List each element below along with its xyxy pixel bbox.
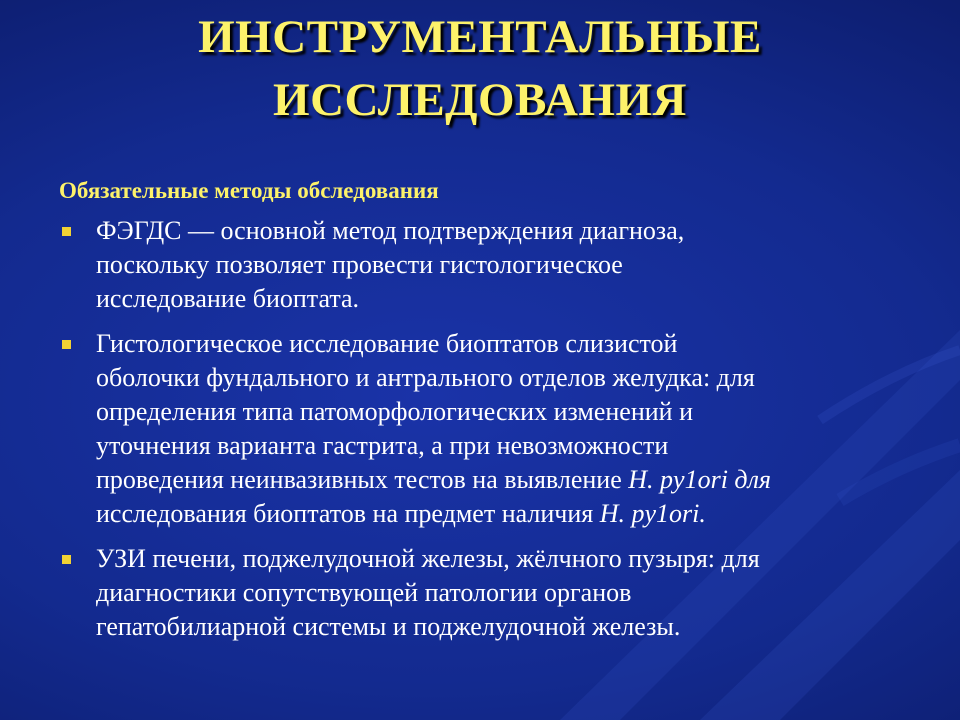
item-line: исследование биоптата. xyxy=(96,284,360,313)
item-line: ФЭГДС — основной метод подтверждения диагноза, xyxy=(96,216,685,245)
item-italic-text: H. py1ori для xyxy=(628,465,771,494)
section-subheading: Обязательные методы обследования xyxy=(59,178,439,203)
item-line: диагностики сопутствующей патологии органов xyxy=(96,578,632,607)
list-item xyxy=(59,542,909,644)
title-line-1: ИНСТРУМЕНТАЛЬНЫЕ xyxy=(198,11,762,63)
item-line: определения типа патоморфологических изменений и xyxy=(96,397,693,426)
item-line: уточнения варианта гастрита, а при невозможности xyxy=(96,431,669,460)
item-line: поскольку позволяет провести гистологическое xyxy=(96,250,623,279)
item-line: Гистологическое исследование биоптатов слизистой xyxy=(96,329,678,358)
item-line xyxy=(96,497,909,531)
bullet-square-icon xyxy=(62,555,71,564)
item-line: гепатобилиарной системы и поджелудочной железы. xyxy=(96,612,681,641)
item-line xyxy=(96,463,909,497)
item-text: исследования биоптатов на предмет наличия xyxy=(96,499,600,528)
item-italic-text: H. py1ori. xyxy=(599,499,706,528)
item-line: оболочки фундального и антрального отделов желудка: для xyxy=(96,363,755,392)
slide-title xyxy=(0,6,960,132)
title-line-2: ИССЛЕДОВАНИЯ xyxy=(273,74,687,126)
bullet-square-icon xyxy=(62,340,71,349)
item-line: УЗИ печени, поджелудочной железы, жёлчного пузыря: для xyxy=(96,544,760,573)
item-text: проведения неинвазивных тестов на выявление xyxy=(96,465,629,494)
bullet-square-icon xyxy=(62,227,71,236)
bullet-list xyxy=(59,214,909,655)
list-item xyxy=(59,327,909,531)
list-item xyxy=(59,214,909,316)
